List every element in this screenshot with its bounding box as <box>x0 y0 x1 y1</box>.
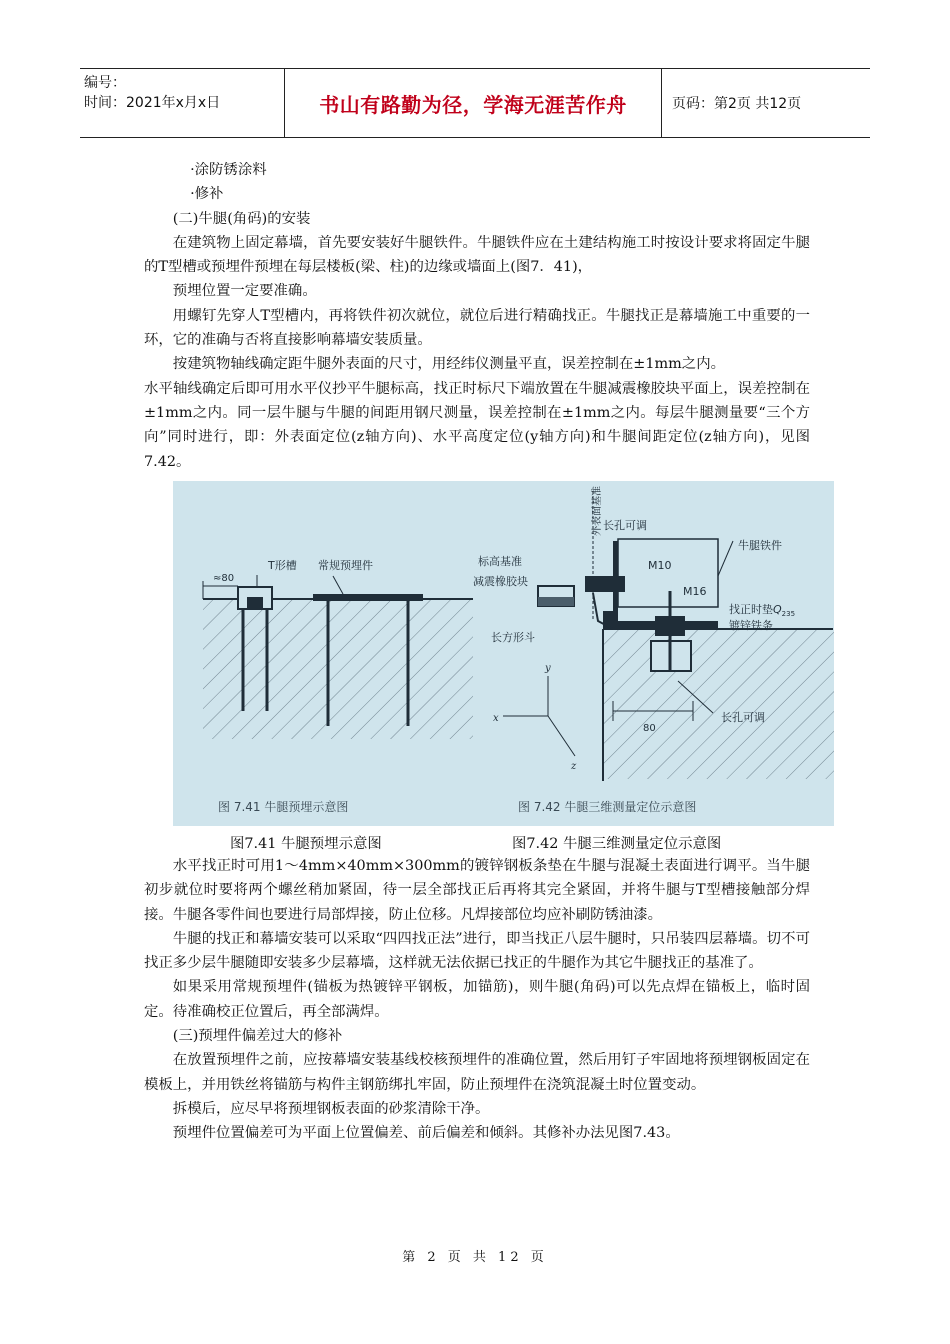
paragraph: 牛腿的找正和幕墙安装可以采取“四四找正法”进行，即当找正八层牛腿时，只吊装四层幕墙。切不可找正多少层牛腿随即安装多少层幕墙，这样就无法依据已找正的牛腿作为其它牛腿找正的基准了。 <box>144 930 810 972</box>
page-header <box>80 68 870 138</box>
fig41-t-slot-label: T形槽 <box>268 559 297 572</box>
fig42-slot-label-2: 长孔可调 <box>721 711 765 724</box>
date-label: 时间：2021年x月x日 <box>84 95 221 111</box>
fig42-rect-bucket: 长方形斗 <box>491 631 535 644</box>
paragraph: 在放置预埋件之前，应按幕墙安装基线校核预埋件的准确位置，然后用钉子牢固地将预埋钢板固定在模板上，并用铁丝将锚筋与构件主钢筋绑扎牢固，防止预埋件在浇筑混凝土时位置变动。 <box>144 1052 810 1093</box>
paragraph: 如果采用常规预埋件(锚板为热镀锌平钢板，加锚筋)，则牛腿(角码)可以先点焊在锚板上，临时固定。待准确校正位置后，再全部满焊。 <box>144 979 810 1020</box>
fig42-m16: M16 <box>683 585 707 598</box>
fig42-outer-datum: 外表面基准 <box>592 486 603 536</box>
section-heading: (三)预埋件偏差过大的修补 <box>172 1028 343 1045</box>
paragraph: 预埋件位置偏差可为平面上位置偏差、前后偏差和倾斜。其修补办法见图7.43。 <box>172 1125 680 1142</box>
paragraph: 水平轴线确定后即可用水平仪抄平牛腿标高，找正时标尺下端放置在牛腿减震橡胶块平面上，误差控制在±1mm之内。同一层牛腿与牛腿的间距用钢尺测量，误差控制在±1mm之内。每层牛腿测量要“三个方向”同时进行，即：外表面定位(z轴方向)、水平高度定位(y轴方向)和牛腿间距定位(z轴方向)，见图7.42。 <box>144 380 810 470</box>
paragraph: 按建筑物轴线确定距牛腿外表面的尺寸，用经纬仪测量平直，误差控制在±1mm之内。 <box>172 356 725 373</box>
header-page-label: 页码：第2页 共12页 <box>672 96 802 112</box>
fig42-dim: 80 <box>643 723 656 734</box>
body-text-top <box>144 158 810 480</box>
paragraph: 用螺钉先穿人T型槽内，再将铁件初次就位，就位后进行精确找正。牛腿找正是幕墙施工中重要的一环，它的准确与否将直接影响幕墙安装质量。 <box>144 307 810 349</box>
fig41-dim: ≈80 <box>213 573 235 584</box>
page-footer: 第 2 页 共 12 页 <box>402 1250 548 1265</box>
caption-fig41: 图7.41 牛腿预埋示意图 <box>230 836 382 852</box>
section-heading: (二)牛腿(角码)的安装 <box>172 210 311 227</box>
paragraph: 在建筑物上固定幕墙，首先要安装好牛腿铁件。牛腿铁件应在土建结构施工时按设计要求将固定牛腿的T型槽或预埋件预埋在每层楼板(梁、柱)的边缘或墙面上(图7．41)， <box>144 234 810 276</box>
fig42-rubber: 减震橡胶块 <box>473 575 528 588</box>
figure-image <box>173 481 834 826</box>
axis-y: y <box>545 663 551 674</box>
figure-drawing <box>173 481 834 826</box>
fig42-slot-label: 长孔可调 <box>603 519 647 532</box>
caption-fig42: 图7.42 牛腿三维测量定位示意图 <box>512 836 722 852</box>
paragraph: 预埋位置一定要准确。 <box>172 283 317 300</box>
fig42-label: 图 7.42 牛腿三维测量定位示意图 <box>518 800 697 814</box>
axis-z: z <box>571 761 577 772</box>
header-meta <box>80 69 284 137</box>
fig41-label: 图 7.41 牛腿预埋示意图 <box>218 800 349 814</box>
fig42-drawing <box>473 486 834 814</box>
fig42-bracket-label: 牛腿铁件 <box>738 539 782 552</box>
number-label: 编号： <box>84 75 126 91</box>
header-motto: 书山有路勤为径，学海无涯苦作舟 <box>284 69 662 137</box>
paragraph: 水平找正时可用1～4mm×40mm×300mm的镀锌钢板条垫在牛腿与混凝土表面进行调平。当牛腿初步就位时要将两个螺丝稍加紧固，待一层全部找正后再将其完全紧固，并将牛腿与T型槽接触部分焊接。牛腿各零件间也要进行局部焊接，防止位移。凡焊接部位均应补刷防锈油漆。 <box>144 858 810 923</box>
axis-x: x <box>493 713 499 724</box>
paragraph: 拆模后，应尽早将预埋钢板表面的砂浆清除干净。 <box>172 1100 490 1117</box>
fig42-m10: M10 <box>648 559 672 572</box>
fig41-drawing <box>203 558 473 814</box>
body-text-bottom <box>144 854 810 1146</box>
fig42-shim1: 找正时垫$Q_{235}$ <box>729 603 796 618</box>
fig42-elev-datum: 标高基准 <box>478 555 522 568</box>
fig41-embed-label: 常规预埋件 <box>318 559 373 572</box>
paragraph: ·涂防锈涂料 <box>190 162 267 178</box>
fig42-shim2: 镀锌铁条 <box>729 619 773 632</box>
paragraph: ·修补 <box>190 186 224 203</box>
